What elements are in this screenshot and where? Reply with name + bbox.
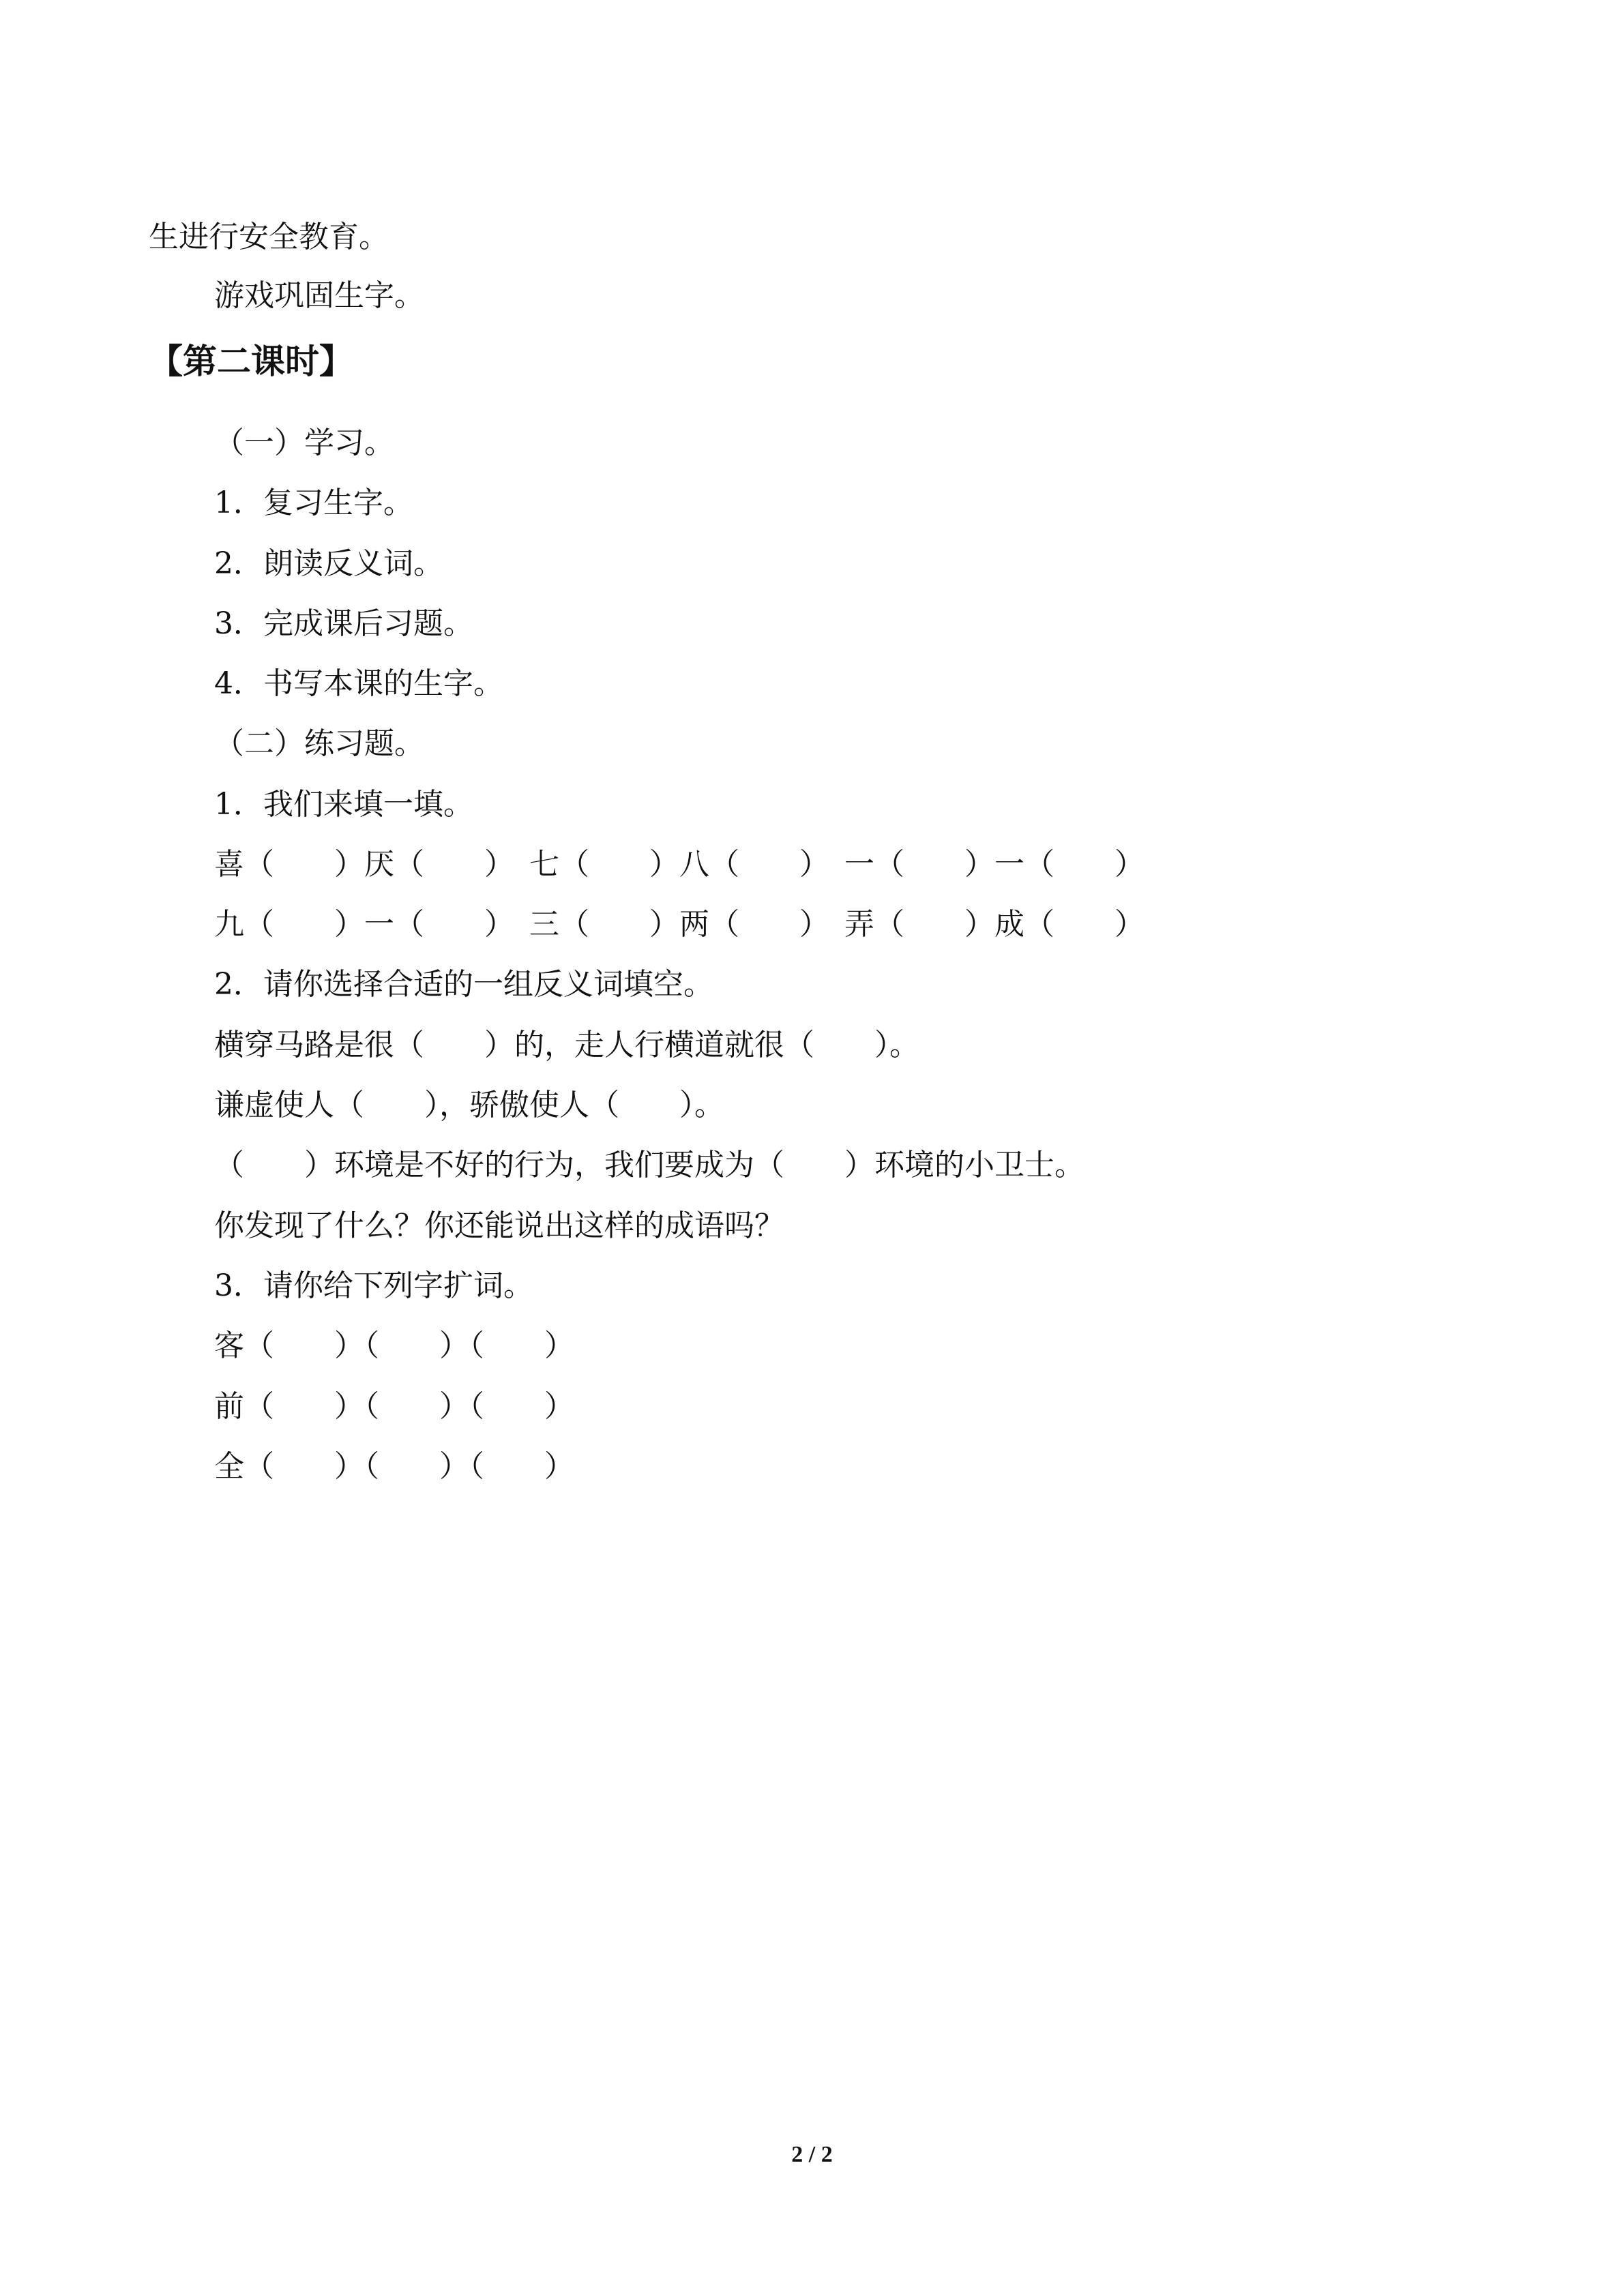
text-line: 游戏巩固生字。 [214,278,424,313]
text-line: 你发现了什么？你还能说出这样的成语吗？ [214,1208,784,1243]
fill-blank-line: 客（ ）（ ）（ ） [214,1328,574,1363]
text-line: （二）练习题。 [214,726,424,761]
text-line: 1．复习生字。 [214,486,413,520]
text-line: 生进行安全教育。 [149,220,389,254]
fill-blank-line: 喜（ ）厌（ ） 七（ ）八（ ） 一（ ）一（ ） [214,847,1145,882]
page-number: 2 / 2 [791,2142,833,2167]
fill-blank-line: （ ）环境是不好的行为，我们要成为（ ）环境的小卫士。 [214,1148,1084,1182]
text-line: 1．我们来填一填。 [214,787,473,822]
text-line: 2．请你选择合适的一组反义词填空。 [214,967,713,1002]
text-line: 3．完成课后习题。 [214,606,473,641]
fill-blank-line: 九（ ）一（ ） 三（ ）两（ ） 弄（ ）成（ ） [214,907,1145,942]
text-line: 2．朗读反义词。 [214,546,443,581]
section-heading: 【第二课时】 [149,342,353,381]
text-line: （一）学习。 [214,426,394,460]
fill-blank-line: 前（ ）（ ）（ ） [214,1389,574,1424]
fill-blank-line: 全（ ）（ ）（ ） [214,1449,574,1484]
fill-blank-line: 谦虚使人（ ），骄傲使人（ ）。 [214,1088,724,1122]
text-line: 4．书写本课的生字。 [214,666,503,701]
fill-blank-line: 横穿马路是很（ ）的，走人行横道就很（ ）。 [214,1028,919,1062]
text-line: 3．请你给下列字扩词。 [214,1268,533,1303]
